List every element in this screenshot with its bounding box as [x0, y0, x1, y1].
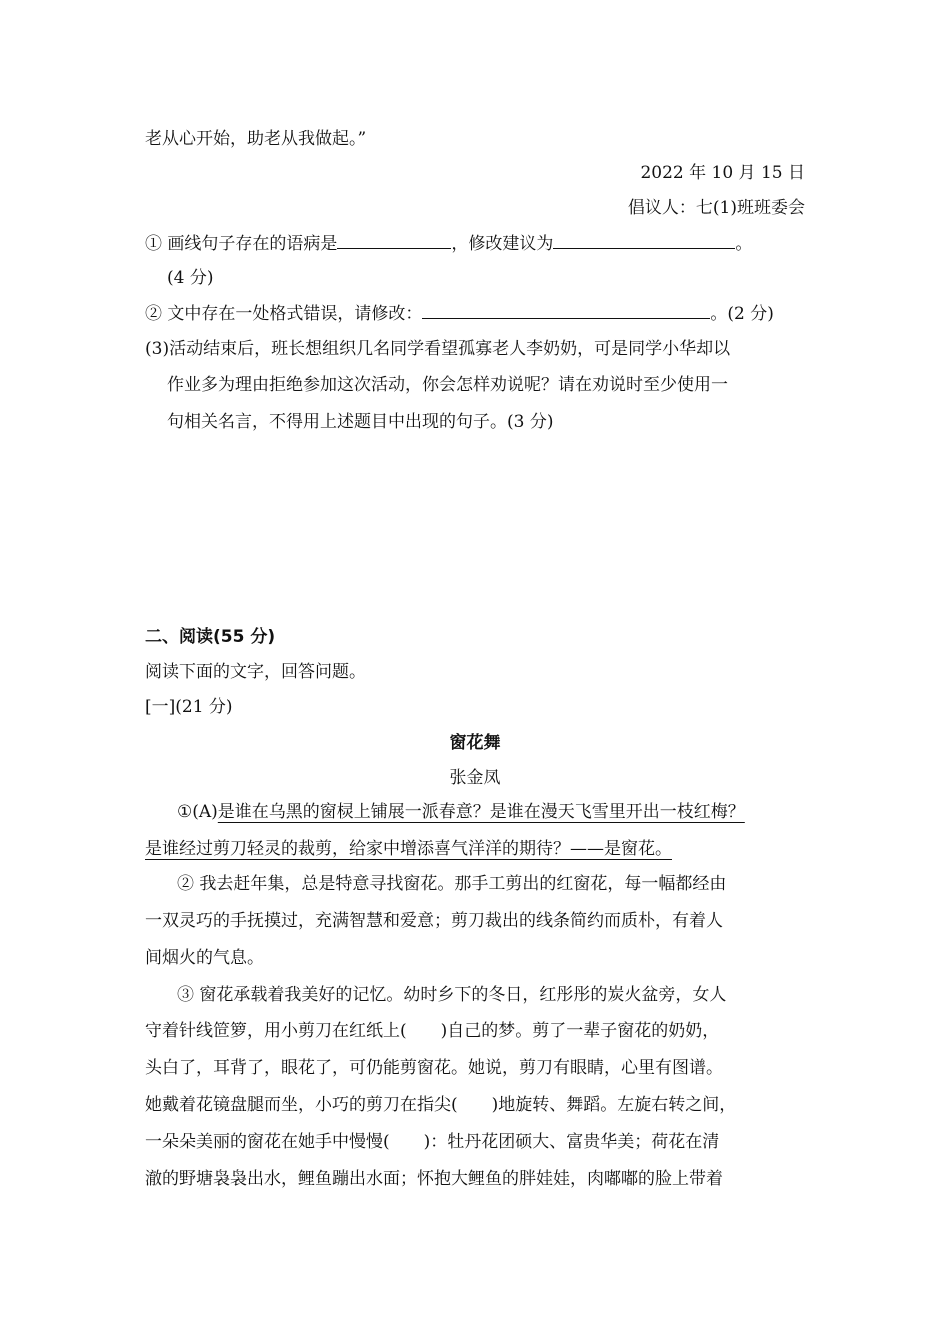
answer-blank-2[interactable]	[553, 232, 735, 249]
section-instruction: 阅读下面的文字，回答问题。	[145, 662, 366, 682]
proposal-signer: 倡议人：七(1)班班委会	[627, 198, 805, 218]
paragraph-3-line-2: 守着针线笸箩，用小剪刀在红纸上( )自己的梦。剪了一辈子窗花的奶奶，	[145, 1021, 720, 1041]
paragraph-1-line-1	[177, 801, 745, 823]
paragraph-1-line-2	[145, 838, 672, 860]
paragraph-2-line-2: 一双灵巧的手抚摸过，充满智慧和爱意；剪刀裁出的线条简约而质朴，有着人	[145, 911, 723, 931]
item1-score: (4 分)	[167, 268, 214, 288]
answer-blank-1[interactable]	[337, 232, 451, 249]
item2-text-b: 。(2 分)	[710, 304, 774, 324]
question-item-2	[145, 302, 774, 325]
answer-blank-3[interactable]	[422, 302, 710, 319]
paragraph-2-line-3: 间烟火的气息。	[145, 948, 264, 968]
question-3-line-2: 作业多为理由拒绝参加这次活动，你会怎样劝说呢？请在劝说时至少使用一	[167, 375, 728, 395]
paragraph-2-line-1: ② 我去赶年集，总是特意寻找窗花。那手工剪出的红窗花，每一幅都经由	[177, 874, 727, 894]
question-item-1	[145, 232, 752, 255]
proposal-date: 2022 年 10 月 15 日	[640, 163, 805, 183]
article-author: 张金凤	[449, 768, 501, 788]
underlined-sentence-2: 是谁经过剪刀轻灵的裁剪，给家中增添喜气洋洋的期待？——是窗花。	[145, 839, 672, 859]
paragraph-3-line-5: 一朵朵美丽的窗花在她手中慢慢( )：牡丹花团硕大、富贵华美；荷花在清	[145, 1132, 720, 1152]
item1-text-a: ① 画线句子存在的语病是	[145, 234, 338, 254]
question-3-line-3: 句相关名言，不得用上述题目中出现的句子。(3 分)	[167, 412, 554, 432]
paragraph-3-line-3: 头白了，耳背了，眼花了，可仍能剪窗花。她说，剪刀有眼睛，心里有图谱。	[145, 1058, 723, 1078]
item1-text-b: ，修改建议为	[451, 234, 554, 254]
proposal-ending: 老从心开始，助老从我做起。”	[145, 129, 367, 149]
paragraph-3-line-4: 她戴着花镜盘腿而坐，小巧的剪刀在指尖( )地旋转、舞蹈。左旋右转之间，	[145, 1095, 737, 1115]
question-3-line-1: (3)活动结束后，班长想组织几名同学看望孤寡老人李奶奶，可是同学小华却以	[145, 339, 731, 359]
item1-text-c: 。	[735, 234, 753, 254]
section-heading: 二、阅读(55 分)	[145, 627, 276, 647]
section-part: [一](21 分)	[145, 697, 233, 717]
article-title: 窗花舞	[449, 733, 501, 753]
underlined-sentence-1: 是谁在乌黑的窗棂上铺展一派春意？是谁在漫天飞雪里开出一枝红梅？	[217, 802, 745, 822]
paragraph-3-line-1: ③ 窗花承载着我美好的记忆。幼时乡下的冬日，红彤彤的炭火盆旁，女人	[177, 985, 727, 1005]
item2-text-a: ② 文中存在一处格式错误，请修改：	[145, 304, 423, 324]
paragraph-1-marker: ①(A)	[177, 802, 218, 822]
paragraph-3-line-6: 澈的野塘袅袅出水，鲤鱼蹦出水面；怀抱大鲤鱼的胖娃娃，肉嘟嘟的脸上带着	[145, 1169, 723, 1189]
